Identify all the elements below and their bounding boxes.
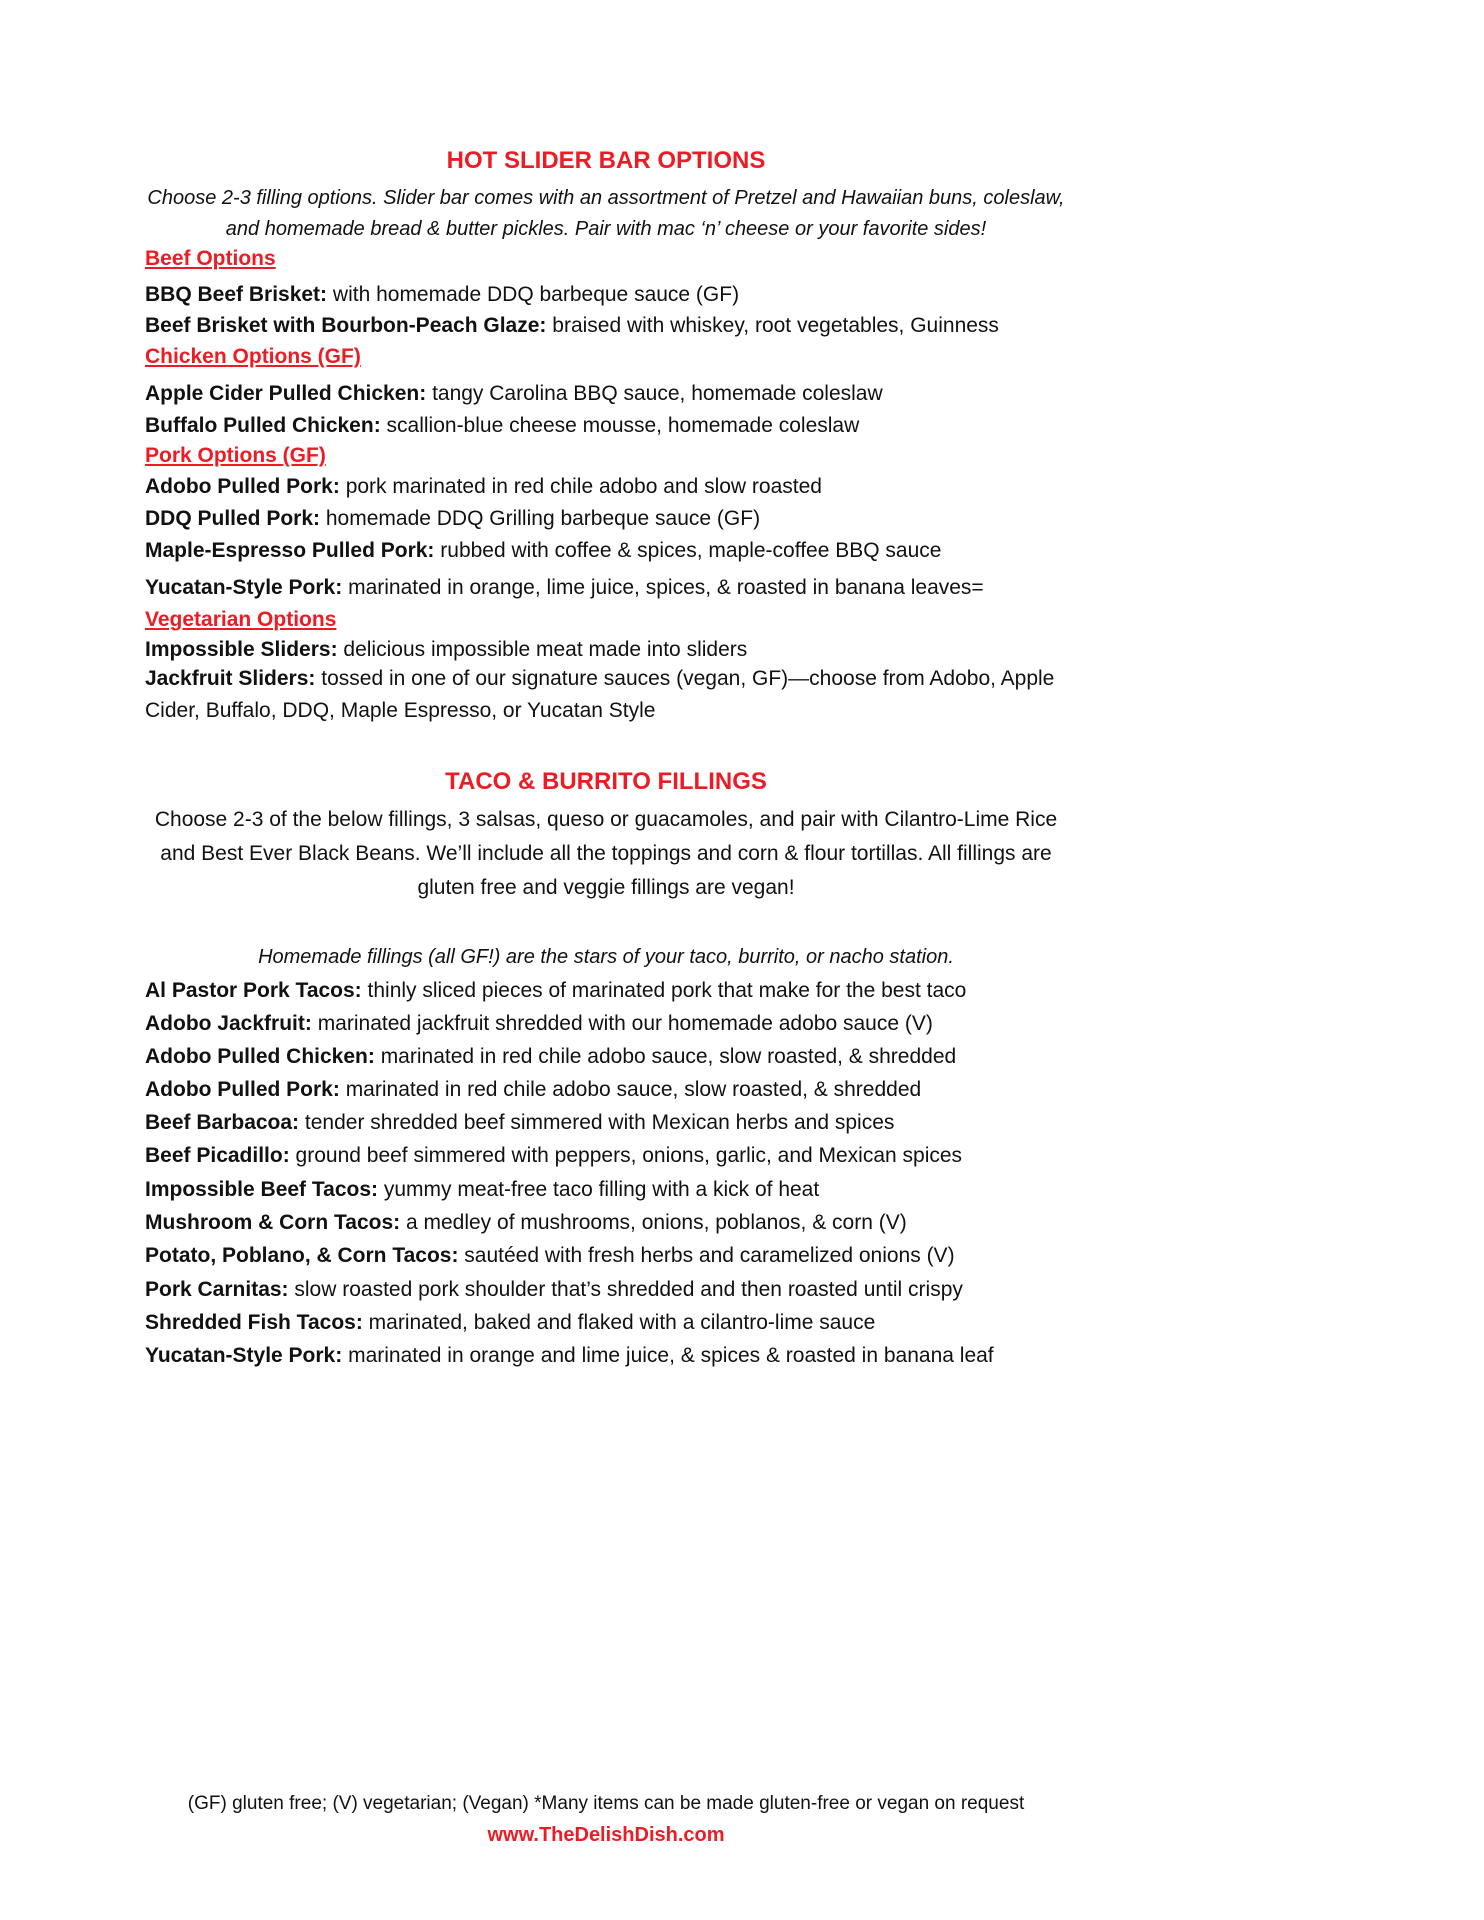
menu-item — [145, 572, 1078, 603]
item-name: Potato, Poblano, & Corn Tacos: — [145, 1244, 459, 1267]
menu-item — [145, 1340, 1078, 1372]
item-desc: braised with whiskey, root vegetables, Guinness — [552, 314, 999, 337]
item-desc: rubbed with coffee & spices, maple-coffee BBQ sauce — [440, 539, 942, 562]
group-heading-pork-options: Pork Options (GF) — [145, 444, 326, 467]
item-desc: marinated, baked and flaked with a cilantro-lime sauce — [368, 1311, 876, 1334]
item-desc: slow roasted pork shoulder that’s shredded and then roasted until crispy — [294, 1278, 963, 1301]
slider-intro-line-1: Choose 2-3 filling options. Slider bar comes with an assortment of Pretzel and Hawaiian buns, coleslaw, — [147, 187, 1065, 209]
item-name: Maple-Espresso Pulled Pork: — [145, 539, 435, 562]
menu-item — [145, 634, 1078, 665]
group-heading-chicken-options: Chicken Options (GF) — [145, 345, 361, 368]
item-desc: tangy Carolina BBQ sauce, homemade coleslaw — [432, 382, 883, 405]
website-link[interactable]: www.TheDelishDish.com — [487, 1824, 725, 1846]
taco-note: Homemade fillings (all GF!) are the stars of your taco, burrito, or nacho station. — [258, 946, 954, 968]
menu-item — [145, 378, 1078, 409]
item-name: Mushroom & Corn Tacos: — [145, 1211, 401, 1234]
item-name: Buffalo Pulled Chicken: — [145, 414, 381, 437]
item-name: Adobo Pulled Pork: — [145, 475, 340, 498]
item-desc: marinated in orange and lime juice, & spices & roasted in banana leaf — [348, 1344, 994, 1367]
item-name: Yucatan-Style Pork: — [145, 1344, 343, 1367]
slider-intro-line-2: and homemade bread & butter pickles. Pair with mac ‘n’ cheese or your favorite sides! — [225, 218, 987, 240]
group-heading-vegetarian-options: Vegetarian Options — [145, 608, 337, 631]
item-name: Beef Barbacoa: — [145, 1111, 300, 1134]
item-name: BBQ Beef Brisket: — [145, 283, 328, 306]
item-name: DDQ Pulled Pork: — [145, 507, 321, 530]
item-name: Beef Picadillo: — [145, 1144, 290, 1167]
menu-item — [145, 1240, 1078, 1272]
taco-intro-line-2: and Best Ever Black Beans. We’ll include all the toppings and corn & flour tortillas. All fillings are — [160, 842, 1052, 865]
menu-item — [145, 1174, 1078, 1206]
taco-intro-line-1: Choose 2-3 of the below fillings, 3 salsas, queso or guacamoles, and pair with Cilantro-Lime Rice — [154, 808, 1058, 831]
item-name: Yucatan-Style Pork: — [145, 576, 343, 599]
menu-item — [145, 975, 1078, 1007]
item-desc: tender shredded beef simmered with Mexican herbs and spices — [304, 1111, 895, 1134]
menu-item — [145, 535, 1078, 566]
item-desc: marinated in red chile adobo sauce, slow roasted, & shredded — [345, 1078, 922, 1101]
menu-item — [145, 410, 1078, 441]
item-desc: a medley of mushrooms, onions, poblanos, & corn (V) — [405, 1211, 907, 1234]
menu-item — [145, 1107, 1078, 1139]
item-desc: marinated in orange, lime juice, spices, & roasted in banana leaves= — [348, 576, 984, 599]
item-desc: scallion-blue cheese mousse, homemade coleslaw — [386, 414, 860, 437]
item-name: Adobo Pulled Pork: — [145, 1078, 340, 1101]
menu-item — [145, 663, 1078, 727]
menu-item — [145, 1041, 1078, 1073]
item-name: Apple Cider Pulled Chicken: — [145, 382, 427, 405]
item-name: Impossible Sliders: — [145, 638, 338, 661]
menu-item — [145, 1074, 1078, 1106]
item-desc: thinly sliced pieces of marinated pork that make for the best taco — [367, 979, 967, 1002]
menu-item — [145, 1140, 1078, 1172]
item-name: Shredded Fish Tacos: — [145, 1311, 363, 1334]
item-desc: delicious impossible meat made into sliders — [343, 638, 748, 661]
item-name: Impossible Beef Tacos: — [145, 1178, 379, 1201]
taco-intro-line-3: gluten free and veggie fillings are vegan! — [417, 876, 795, 899]
item-name: Jackfruit Sliders: — [145, 667, 316, 690]
menu-item — [145, 503, 1078, 534]
menu-item — [145, 1207, 1078, 1239]
item-desc: pork marinated in red chile adobo and slow roasted — [345, 475, 822, 498]
item-desc: sautéed with fresh herbs and caramelized onions (V) — [464, 1244, 955, 1267]
item-name: Pork Carnitas: — [145, 1278, 289, 1301]
footer-legend: (GF) gluten free; (V) vegetarian; (Vegan) *Many items can be made gluten-free or vegan on request — [187, 1793, 1025, 1814]
menu-item — [145, 310, 1078, 341]
item-desc: yummy meat-free taco filling with a kick of heat — [383, 1178, 820, 1201]
item-desc: marinated in red chile adobo sauce, slow roasted, & shredded — [380, 1045, 957, 1068]
item-desc: homemade DDQ Grilling barbeque sauce (GF) — [325, 507, 761, 530]
menu-item — [145, 471, 1078, 502]
item-name: Beef Brisket with Bourbon-Peach Glaze: — [145, 314, 547, 337]
menu-item — [145, 1008, 1078, 1040]
item-name: Al Pastor Pork Tacos: — [145, 979, 362, 1002]
menu-item — [145, 1274, 1078, 1306]
item-desc: marinated jackfruit shredded with our homemade adobo sauce (V) — [317, 1012, 933, 1035]
item-desc: tossed in one of our signature sauces (vegan, GF)—choose from Adobo, Apple Cider, Buffalo, DDQ, Maple Espresso, or Yucatan Style — [145, 667, 1055, 722]
section-title-hot-slider-bar: HOT SLIDER BAR OPTIONS — [446, 147, 766, 174]
group-heading-beef-options: Beef Options — [145, 247, 276, 270]
menu-item — [145, 1307, 1078, 1339]
menu-item — [145, 279, 1078, 310]
section-title-taco-burrito: TACO & BURRITO FILLINGS — [445, 768, 767, 795]
item-desc: ground beef simmered with peppers, onions, garlic, and Mexican spices — [295, 1144, 963, 1167]
item-desc: with homemade DDQ barbeque sauce (GF) — [332, 283, 740, 306]
item-name: Adobo Pulled Chicken: — [145, 1045, 375, 1068]
item-name: Adobo Jackfruit: — [145, 1012, 312, 1035]
